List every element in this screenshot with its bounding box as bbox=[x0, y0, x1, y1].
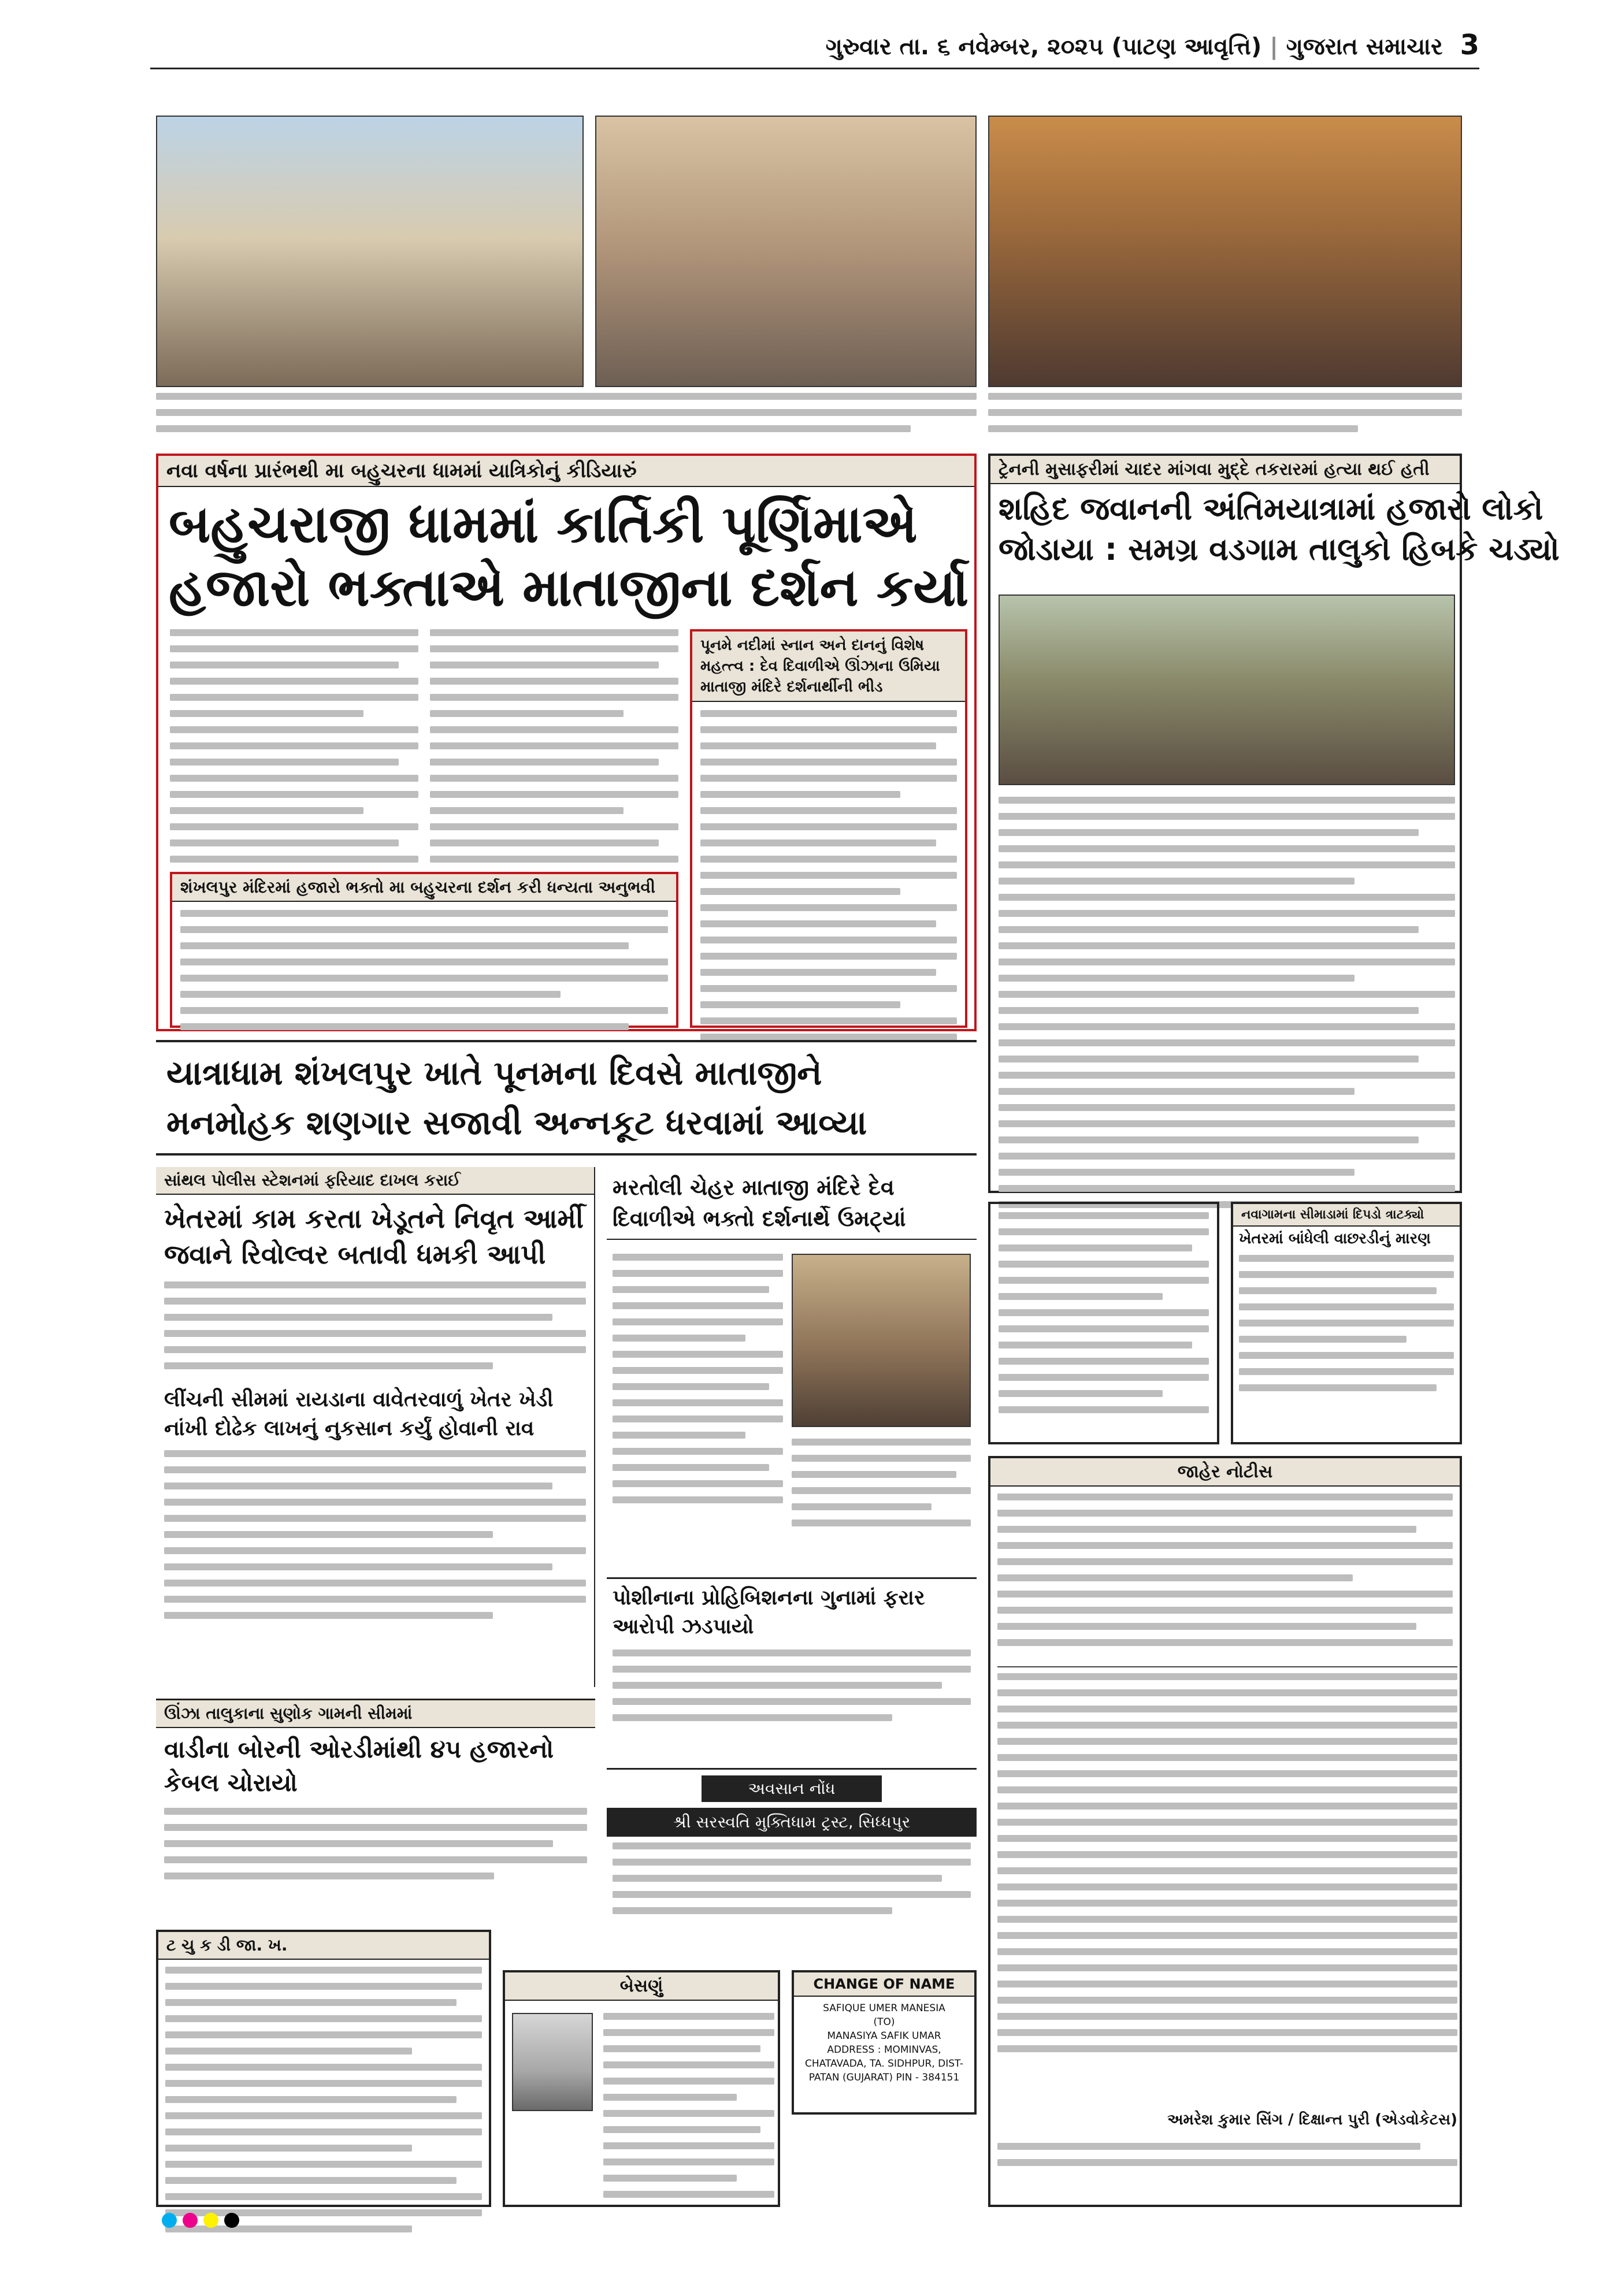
santhal-body-1 bbox=[156, 1278, 594, 1382]
public-notice bbox=[988, 1456, 1462, 2207]
marotli-body-1 bbox=[613, 1254, 783, 1566]
notice-address bbox=[997, 2143, 1457, 2201]
marotli-body-2 bbox=[792, 1439, 971, 1566]
marotli-story bbox=[607, 1167, 977, 1571]
shankhalpur-body bbox=[172, 902, 676, 1047]
obit-head: અવસાન નોંધ bbox=[702, 1775, 882, 1802]
shankhalpur-box bbox=[170, 872, 678, 1028]
besnu-title: બેસણું bbox=[505, 1972, 778, 2001]
marotli-title: મરતોલી ચેહર માતાજી મંદિરે દેવ દિવાળીએ ભક્તો દર્શનાર્થે ઉમટ્યાં bbox=[607, 1167, 977, 1240]
magenta-dot bbox=[183, 2213, 198, 2228]
bulletin-box bbox=[988, 1202, 1219, 1444]
right-middle bbox=[988, 1202, 1462, 1444]
obit-body bbox=[607, 1837, 977, 1929]
lead-title-line2: હજારો ભક્તાએ માતાજીના દર્શન કર્યા bbox=[169, 558, 969, 618]
santhal-story bbox=[156, 1167, 595, 1687]
army-body bbox=[1233, 1251, 1460, 1404]
masthead bbox=[150, 23, 1479, 69]
lead-col-2 bbox=[430, 629, 678, 860]
date-line: ગુરુવાર તા. ૬ નવેમ્બર, ૨૦૨૫ (પાટણ આવૃત્તિ) bbox=[825, 34, 1262, 60]
banner-line1: યાત્રાધામ શંખલપુર ખાતે પૂનમના દિવસે માતાજીને bbox=[166, 1053, 822, 1093]
army-box bbox=[1231, 1202, 1462, 1444]
kheda-sub: લીંચની સીમમાં રાયડાના વાવેતરવાળું ખેતર ખેડી નાંખી દોઢેક લાખનું નુકસાન કર્યું હોવાની રાવ bbox=[164, 1388, 554, 1440]
obituary bbox=[607, 1768, 977, 1964]
besnu-box bbox=[503, 1970, 780, 2207]
notice-title: જાહેર નોટીસ bbox=[990, 1458, 1460, 1487]
yellow-dot bbox=[203, 2213, 218, 2228]
photo-caption-left bbox=[156, 393, 977, 439]
con-line3: MANASIYA SAFIK UMAR bbox=[827, 2030, 941, 2042]
police-story bbox=[607, 1577, 977, 1756]
police-body bbox=[607, 1646, 977, 1734]
small-ads bbox=[156, 1930, 491, 2207]
obit-name: શ્રી સરસ્વતિ મુક્તિધામ ટ્રસ્ટ, સિધ્ધપુર bbox=[607, 1808, 977, 1837]
cyan-dot bbox=[162, 2213, 177, 2228]
con-line2: (TO) bbox=[873, 2016, 895, 2028]
lead-title-line1: બહુચરાજી ધામમાં કાર્તિકી પૂર્ણિમાએ bbox=[169, 494, 918, 555]
notice-body bbox=[990, 1487, 1460, 1662]
unjha-body bbox=[692, 702, 965, 1074]
cable-body bbox=[156, 1804, 595, 1892]
cable-story bbox=[156, 1699, 595, 1918]
police-title: પોશીનાના પ્રોહિબિશનના ગુનામાં ફરાર આરોપી ઝડપાયો bbox=[613, 1586, 925, 1639]
right-title-line1: શહિદ જવાનની અંતિમયાત્રામાં હજારો લોકો bbox=[999, 491, 1543, 527]
temple-photo-1 bbox=[156, 116, 584, 387]
cable-title: વાડીના બોરની ઓરડીમાંથી ૪૫ હજારનો કેબલ ચોરાયો bbox=[164, 1735, 554, 1797]
registration-marks bbox=[162, 2213, 1456, 2228]
photo-caption-right bbox=[988, 393, 1462, 439]
banner-line2: મનમોહક શણગાર સજાવી અન્નકૂટ ધરવામાં આવ્યા bbox=[166, 1103, 867, 1142]
besnu-body bbox=[603, 2013, 774, 2204]
army-title: ખેતરમાં બાંધેલી વાછરડીનું મારણ bbox=[1239, 1230, 1431, 1247]
cable-kicker: ઊંઝા તાલુકાના સુણોક ગામની સીમમાં bbox=[156, 1700, 595, 1728]
army-kicker: નવાગામના સીમાડામાં દિપડો ત્રાટક્યો bbox=[1233, 1204, 1460, 1227]
lead-col-1 bbox=[170, 629, 418, 860]
tuk-title: ટ ચુ ક ડી જા. ખ. bbox=[158, 1932, 489, 1960]
bulletin-body bbox=[990, 1204, 1217, 1431]
small-ads-body bbox=[158, 1960, 489, 2249]
notice-signature: અમરેશ કુમાર સિંગ / દિક્ષાન્ત પુરી (એડવોકેટસ) bbox=[1167, 2111, 1457, 2128]
santhal-title: ખેતરમાં કામ કરતા ખેડૂતને નિવૃત આર્મી જવાને રિવોલ્વર બતાવી ધમકી આપી bbox=[164, 1203, 584, 1270]
change-title: CHANGE OF NAME bbox=[794, 1972, 974, 1997]
unjha-box bbox=[690, 629, 967, 1028]
con-line1: SAFIQUE UMER MANESIA bbox=[823, 2003, 945, 2014]
masthead-line: ગુરુવાર તા. ૬ નવેમ્બર, ૨૦૨૫ (પાટણ આવૃત્તિ) | ગુજરાત સમાચાર 3 bbox=[825, 29, 1479, 61]
funeral-photo bbox=[999, 595, 1455, 785]
marotli-photo bbox=[792, 1254, 971, 1427]
lead-kicker: નવા વર્ષના પ્રારંભથી મા બહુચરના ધામમાં યાત્રિકોનું કીડિયારું bbox=[158, 456, 974, 487]
right-story-box bbox=[988, 454, 1560, 1193]
banner bbox=[156, 1040, 977, 1156]
paper-name: ગુજરાત સમાચાર bbox=[1286, 34, 1443, 60]
shankhalpur-title: શંખલપુર મંદિરમાં હજારો ભક્તો મા બહુચરના દર્શન કરી ધન્યતા અનુભવી bbox=[172, 874, 676, 902]
temple-photo-2 bbox=[595, 116, 977, 387]
temple-photo-3 bbox=[988, 116, 1462, 387]
lead-story-box bbox=[156, 454, 977, 1031]
con-line4: ADDRESS : MOMINVAS, CHATAVADA, TA. SIDHPUR, DIST- PATAN (GUJARAT) PIN - 384151 bbox=[804, 2044, 964, 2083]
notice-table bbox=[997, 1666, 1457, 2094]
right-kicker: ટ્રેનની મુસાફરીમાં ચાદર માંગવા મુદ્દે તકરારમાં હત્યા થઈ હતી bbox=[990, 456, 1460, 484]
santhal-kicker: સાંથલ પોલીસ સ્ટેશનમાં ફરિયાદ દાખલ કરાઈ bbox=[156, 1167, 594, 1195]
right-title-line2: જોડાયા : સમગ્ર વડગામ તાલુકો હિબકે ચડ્યો bbox=[999, 531, 1560, 567]
unjha-title: પૂનમે નદીમાં સ્નાન અને દાનનું વિશેષ મહત્ત્વ : દેવ દિવાળીએ ઊંઝાના ઉમિયા માતાજી મંદિરે દર્શનાર્થીની ભીડ bbox=[692, 631, 965, 702]
right-story-body bbox=[999, 797, 1455, 1184]
change-of-name bbox=[792, 1970, 977, 2115]
santhal-body-2 bbox=[156, 1447, 594, 1632]
page-number: 3 bbox=[1460, 29, 1479, 61]
besnu-photo bbox=[512, 2013, 593, 2111]
black-dot bbox=[224, 2213, 239, 2228]
